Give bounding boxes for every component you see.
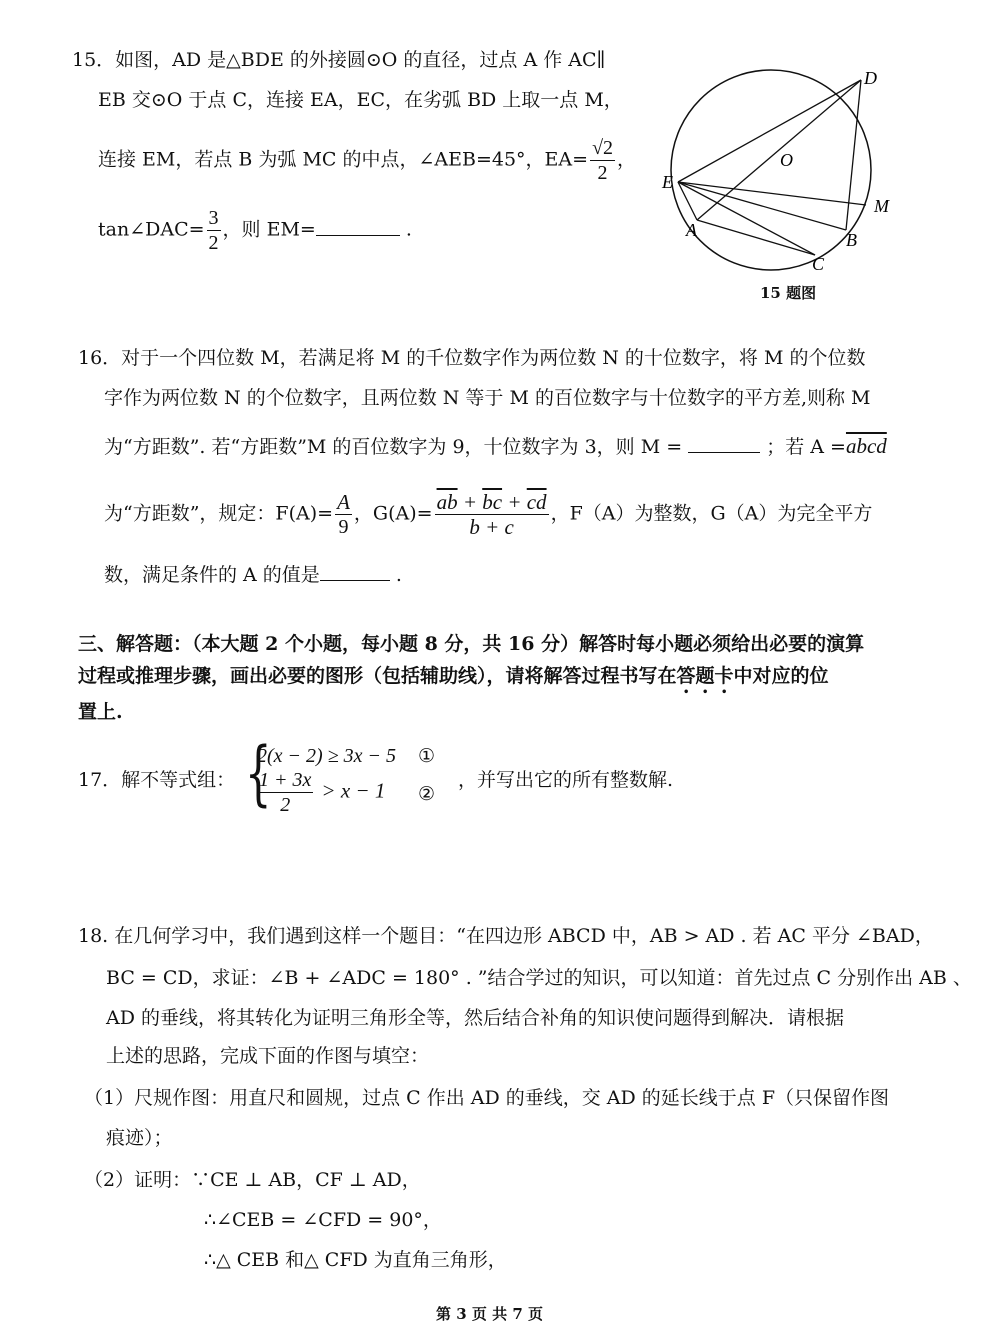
q16-line2: 字作为两位数 N 的个位数字，且两位数 N 等于 M 的百位数字与十位数字的平方差,则称 M	[104, 387, 871, 409]
rhs: > x − 1	[321, 778, 386, 803]
q18-part2: （2）证明：∵CE ⊥ AB，CF ⊥ AD，	[84, 1169, 421, 1191]
label-O: O	[780, 150, 793, 170]
numerator: A	[337, 490, 350, 514]
page-footer: 第 3 页 共 7 页	[436, 1305, 543, 1323]
q18-line3: AD 的垂线，将其转化为证明三角形全等，然后结合补角的知识使问题得到解决．请根据	[106, 1007, 844, 1029]
label-E: E	[662, 172, 673, 192]
q18-line4: 上述的思路，完成下面的作图与填空：	[106, 1045, 430, 1067]
label-A: A	[686, 220, 697, 240]
comma: ，	[617, 148, 637, 171]
inequality-1: 2(x − 2) ≥ 3x − 5	[257, 745, 397, 767]
q16-if-a: ；若 A =	[766, 436, 846, 458]
q15-line3-text: 连接 EM，若点 B 为弧 MC 的中点，∠AEB=45°，EA=	[98, 148, 589, 171]
q18-part2-step2: ∴△ CEB 和△ CFD 为直角三角形，	[204, 1249, 507, 1271]
text: 中对应的位	[733, 665, 829, 687]
brace: {	[244, 732, 272, 814]
denominator: b + c	[469, 515, 514, 539]
segment-BD	[846, 80, 861, 230]
label-M: M	[874, 196, 889, 216]
segment-AD	[697, 80, 861, 220]
g-definition: ，G(A)=	[353, 502, 433, 525]
denominator: 2	[597, 162, 608, 184]
q18-line2: BC = CD，求证：∠B + ∠ADC = 180° . ”结合学过的知识，可以知道：首先过点 C 分别作出 AB 、	[106, 967, 972, 989]
q15-line1: 15．如图，AD 是△BDE 的外接圆⊙O 的直径，过点 A 作 AC∥	[72, 49, 606, 71]
q16-line5-text: 数，满足条件的 A 的值是	[104, 564, 320, 586]
numerator: 3	[208, 207, 219, 229]
denominator: 2	[280, 794, 291, 816]
q16-line1: 16．对于一个四位数 M，若满足将 M 的千位数字作为两位数 N 的十位数字，将 M 的个位数	[78, 347, 866, 369]
segment-AC	[697, 220, 815, 255]
fraction-1-plus-3x-over-2	[257, 768, 313, 817]
numerator: 1 + 3x	[259, 769, 312, 791]
circle-o	[671, 70, 871, 270]
cd: $\overline{cd}$	[526, 490, 547, 514]
q16-line5	[104, 562, 402, 587]
numerator	[435, 490, 549, 515]
q18-part1: （1）尺规作图：用直尺和圆规，过点 C 作出 AD 的垂线，交 AD 的延长线于点 F（只保留作图	[84, 1087, 889, 1109]
emphasized-answer-card: 答题卡	[676, 665, 734, 687]
q15-line2: EB 交⊙O 于点 C，连接 EA，EC，在劣弧 BD 上取一点 M，	[98, 89, 623, 111]
q18-part1-cont: 痕迹）；	[106, 1127, 173, 1149]
q17-suffix: ，并写出它的所有整数解.	[458, 769, 674, 791]
tan-text: tan∠DAC=	[98, 218, 205, 241]
mark-1: ①	[418, 745, 436, 767]
ab: $\overline{ab}$	[436, 490, 458, 514]
abcd-overline: abcd	[845, 434, 887, 458]
plus: +	[502, 490, 527, 514]
q17-prefix: 17．解不等式组：	[78, 769, 236, 791]
q16-line4	[104, 490, 872, 539]
fraction-g	[435, 490, 549, 539]
section3-line1: 三、解答题：（本大题 2 个小题，每小题 8 分，共 16 分）解答时每小题必须给出必要的演算	[78, 633, 865, 655]
plus: +	[457, 490, 483, 514]
denominator: 9	[338, 516, 349, 538]
label-B: B	[846, 230, 857, 250]
em-text: ，则 EM=	[222, 218, 316, 241]
q16-line3	[104, 434, 887, 459]
q16-conditions: ，F（A）为整数，G（A）为完全平方	[550, 502, 873, 525]
q18-line1: 18. 在几何学习中，我们遇到这样一个题目：“在四边形 ABCD 中，AB > AD . 若 AC 平分 ∠BAD，	[78, 925, 934, 947]
fraction-a-over-9	[335, 490, 352, 539]
mark-2: ②	[418, 783, 436, 805]
numerator: √2	[592, 137, 614, 159]
f-definition: 为“方距数”，规定：F(A)=	[104, 502, 334, 525]
answer-blank-m[interactable]	[688, 434, 760, 453]
text: 过程或推理步骤，画出必要的图形（包括辅助线），请将解答过程书写在	[78, 665, 677, 687]
section3-line2	[78, 664, 829, 698]
figure-caption: 15 题图	[760, 284, 817, 302]
q16-line3-text: 为“方距数”. 若“方距数”M 的百位数字为 9，十位数字为 3，则 M =	[104, 436, 683, 458]
label-C: C	[812, 254, 825, 274]
figure-lines	[678, 80, 866, 255]
period: .	[405, 218, 412, 241]
inequality-2	[255, 768, 385, 817]
label-D: D	[864, 68, 877, 88]
period: .	[395, 564, 402, 586]
answer-blank-a[interactable]	[320, 562, 390, 581]
q18-part2-step1: ∴∠CEB = ∠CFD = 90°，	[204, 1209, 442, 1231]
segment-EM	[678, 182, 866, 205]
section3-line3: 置上.	[78, 701, 123, 723]
bc: $\overline{bc}$	[482, 490, 503, 514]
segment-EB	[678, 182, 846, 230]
q15-geometry-figure	[0, 0, 990, 310]
denominator: 2	[208, 232, 219, 254]
